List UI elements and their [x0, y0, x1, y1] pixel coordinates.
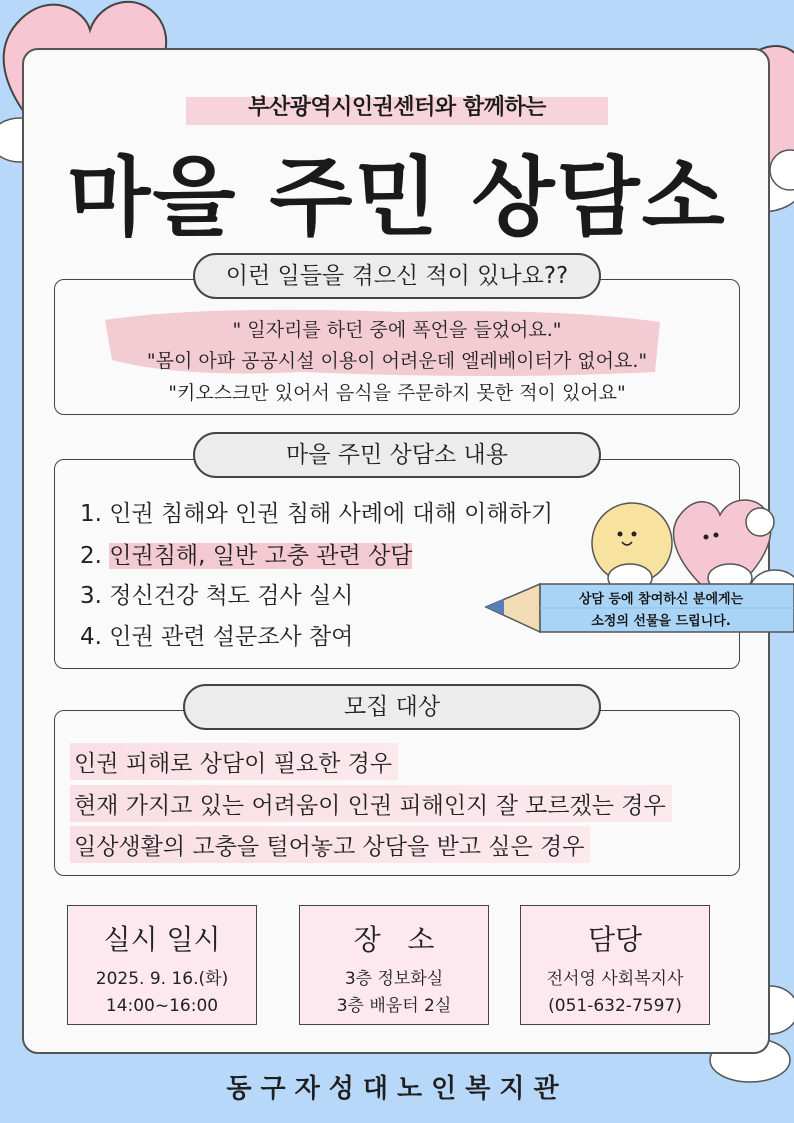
- info-box-contact: [520, 905, 710, 1025]
- quote-line: "몸이 아파 공공시설 이용이 어려운데 엘레베이터가 없어요.": [146, 350, 648, 372]
- content-item: 2. 인권침해, 일반 고충 관련 상담: [80, 543, 413, 569]
- info-title: 실시 일시: [103, 923, 221, 956]
- target-line: 일상생활의 고충을 털어놓고 상담을 받고 싶은 경우: [70, 826, 590, 863]
- content-pill: 마을 주민 상담소 내용: [193, 432, 601, 478]
- footer-organization: 동구자성대노인복지관: [226, 1074, 568, 1104]
- target-pill: 모집 대상: [183, 684, 601, 730]
- info-line: 3층 정보화실: [344, 969, 444, 989]
- info-line: 전서영 사회복지사: [546, 969, 684, 989]
- subtitle: 부산광역시인권센터와 함께하는: [248, 95, 546, 120]
- content-item: 4. 인권 관련 설문조사 참여: [80, 624, 354, 650]
- page-title: 마을 주민 상담소: [67, 148, 727, 248]
- info-title: 장 소: [353, 923, 435, 956]
- info-title: 담당: [587, 923, 643, 956]
- content-item: 3. 정신건강 척도 검사 실시: [80, 583, 354, 609]
- target-line: 인권 피해로 상담이 필요한 경우: [70, 743, 398, 780]
- gift-notice: 상담 등에 참여하신 분에게는 소정의 선물을 드립니다.: [578, 592, 744, 629]
- experience-pill: 이런 일들을 겪으신 적이 있나요??: [193, 253, 601, 299]
- info-line: 3층 배움터 2실: [336, 996, 452, 1016]
- info-box-place: [299, 905, 489, 1025]
- info-line: 14:00~16:00: [105, 996, 219, 1016]
- target-line: 현재 가지고 있는 어려움이 인권 피해인지 잘 모르겠는 경우: [70, 785, 672, 822]
- quote-line: "키오스크만 있어서 음식을 주문하지 못한 적이 있어요": [168, 382, 626, 404]
- content-item: 1. 인권 침해와 인권 침해 사례에 대해 이해하기: [80, 501, 554, 527]
- info-line: 2025. 9. 16.(화): [95, 969, 229, 989]
- quote-line: " 일자리를 하던 중에 폭언을 들었어요.": [232, 319, 562, 341]
- info-line: (051-632-7597): [548, 996, 682, 1016]
- info-box-date: [67, 905, 257, 1025]
